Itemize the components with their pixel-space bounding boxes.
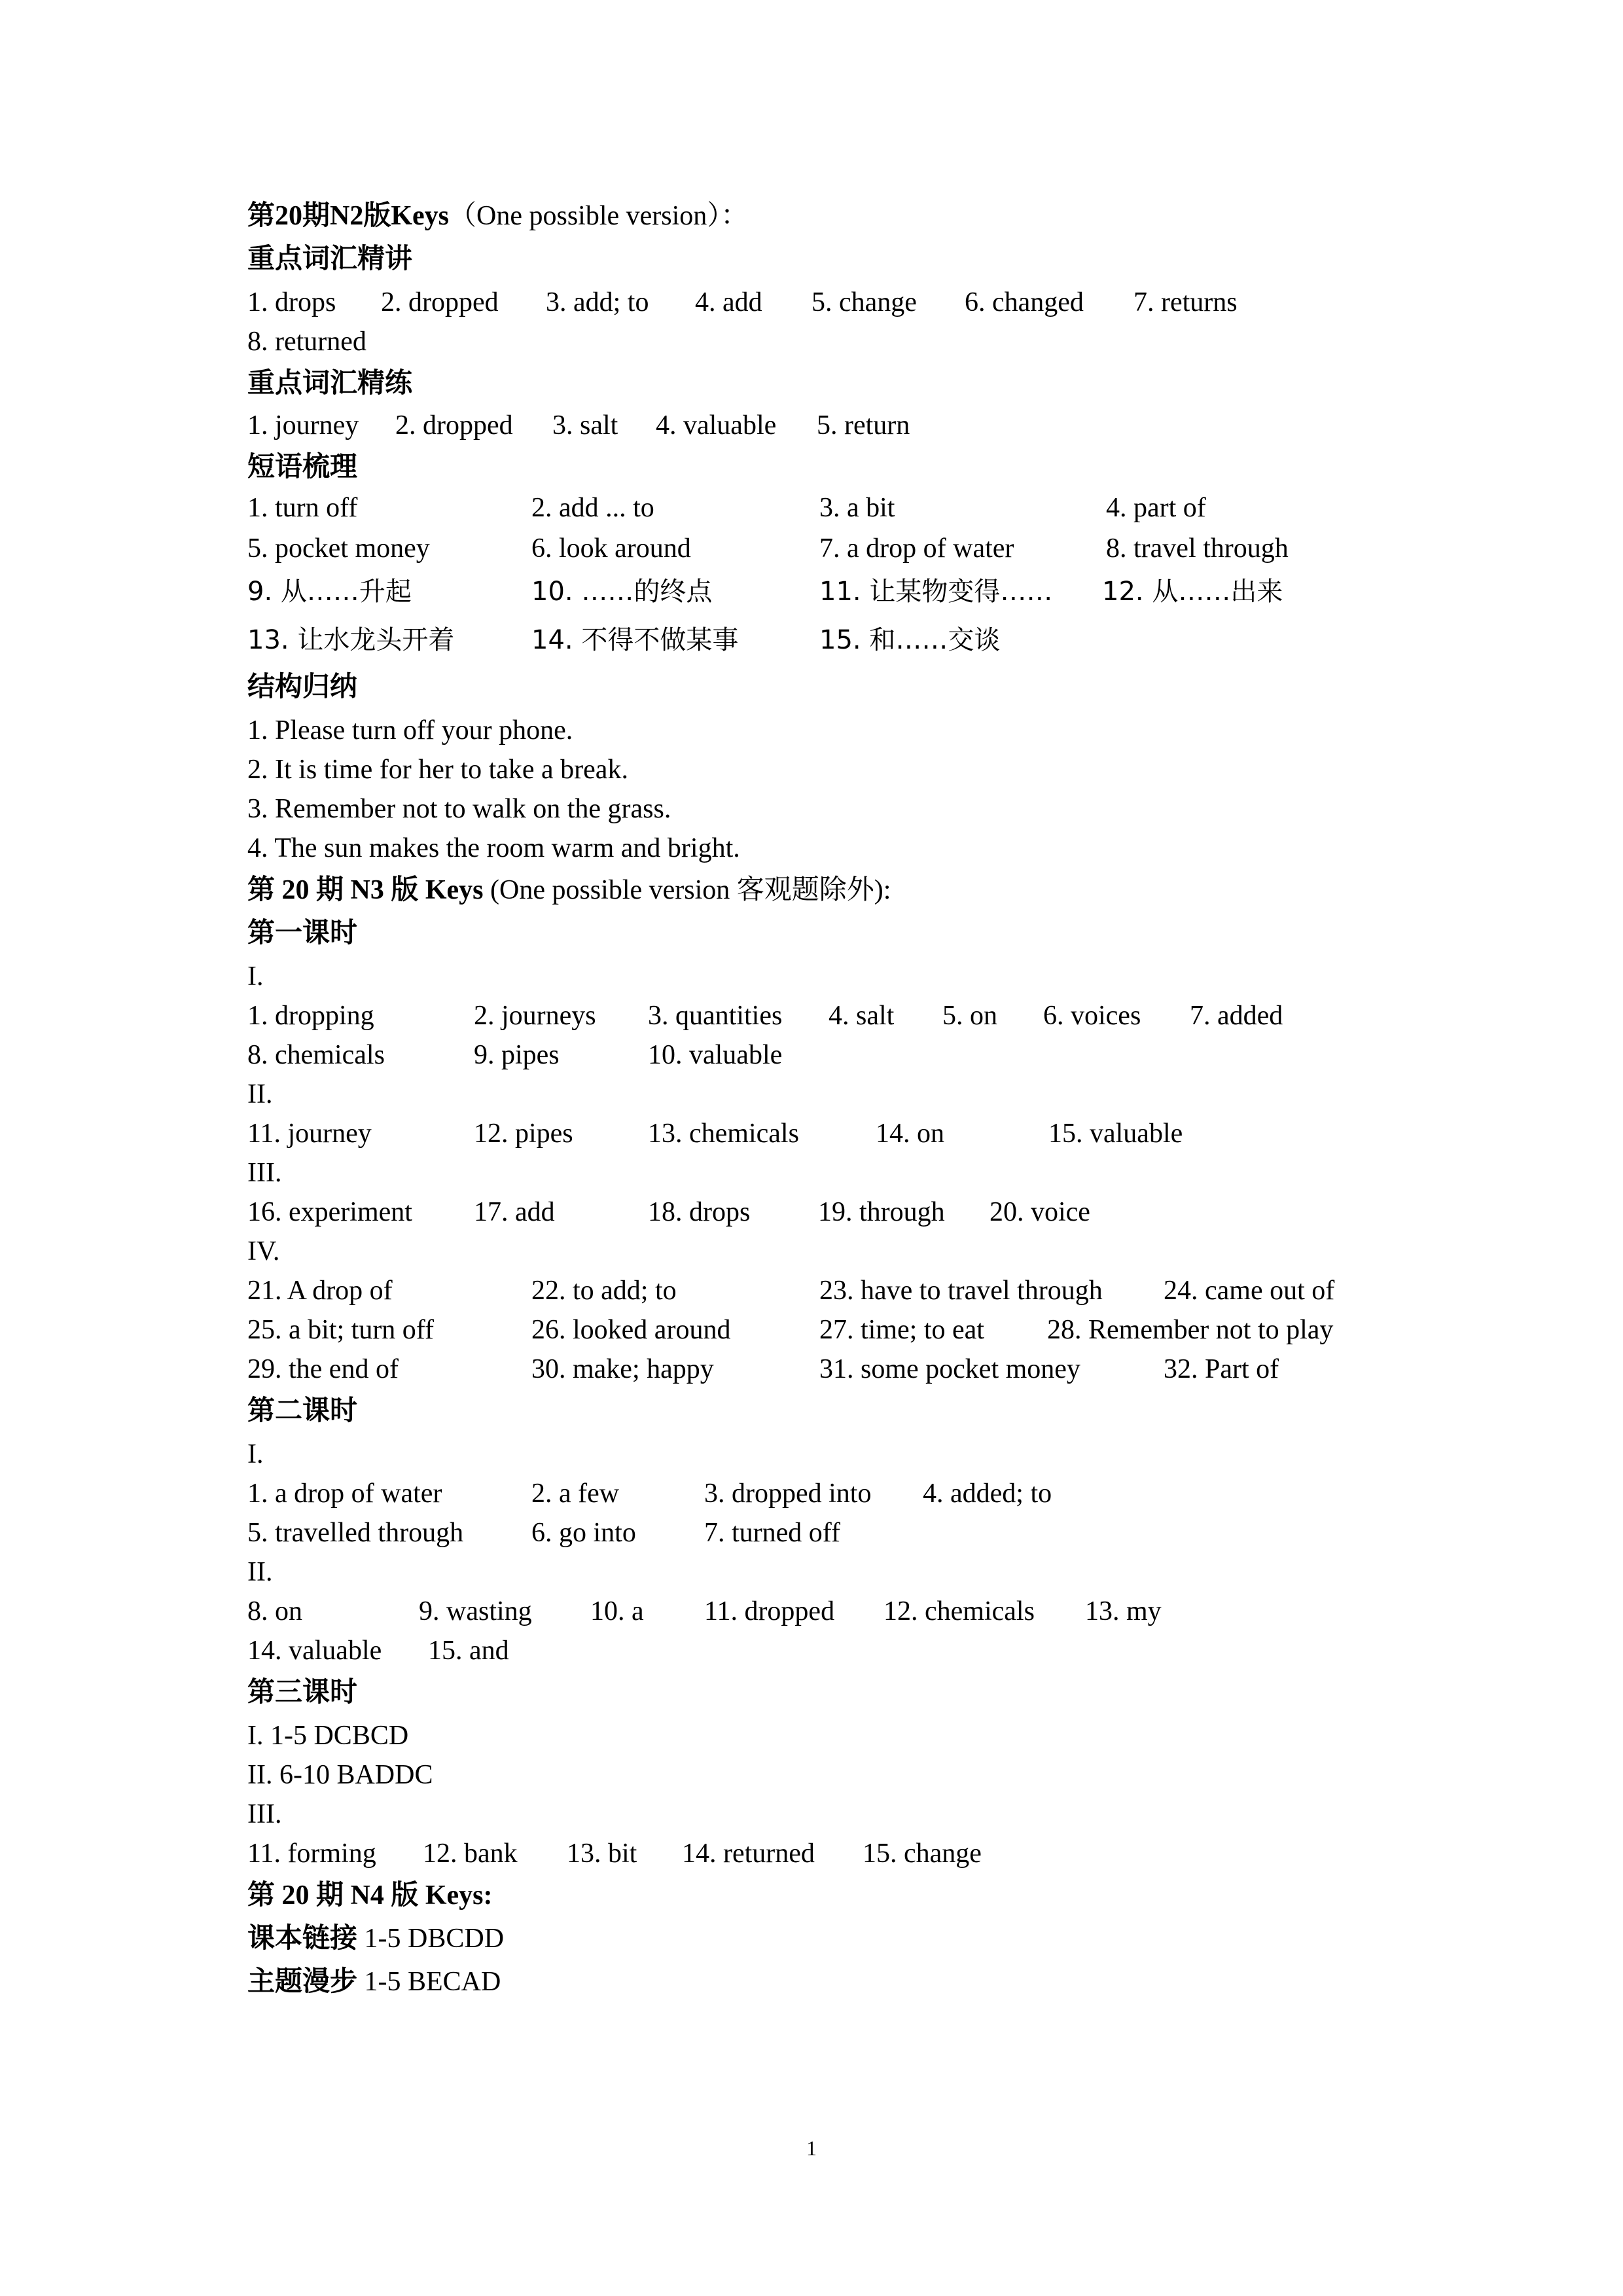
answer-item: 5. on — [942, 1001, 997, 1031]
answer-item: 7. a drop of water — [819, 533, 1014, 564]
answer-item: 15. 和……交谈 — [819, 625, 1001, 655]
n2-sec1-row1 — [247, 283, 1427, 322]
answer-item: 12. pipes — [474, 1119, 573, 1149]
n2-sec1-heading: 重点词汇精讲 — [247, 244, 413, 274]
n2-sec3-row1 — [247, 488, 1427, 528]
n2-sec1-row2 — [247, 322, 1427, 361]
n3-title: 第 20 期 N3 版 Keys (One possible version 客观题除外): — [247, 875, 891, 905]
answer-item: 29. the end of — [247, 1354, 399, 1384]
answer-item: 2. dropped — [395, 410, 513, 440]
answer-item: 5. travelled through — [247, 1518, 464, 1548]
n3-lesson1-IV-row1 — [247, 1271, 1427, 1310]
n3-lesson1-II-row1 — [247, 1114, 1427, 1153]
answer-item: 14. 不得不做某事 — [531, 625, 739, 655]
answer-item: 11. 让某物变得…… — [819, 577, 1053, 607]
answer-item: 1. dropping — [247, 1001, 374, 1031]
n3-lesson1-part-I: I. — [247, 961, 264, 992]
answer-item: 9. pipes — [474, 1040, 560, 1070]
answer-item: 1. journey — [247, 410, 359, 440]
answer-item: 26. looked around — [531, 1315, 731, 1345]
answer-item: 19. through — [818, 1197, 945, 1227]
answer-item: 3. a bit — [819, 493, 895, 523]
answer-item: 6. look around — [531, 533, 691, 564]
answer-item: 1. drops — [247, 287, 336, 317]
answer-item: 4. salt — [829, 1001, 895, 1031]
answer-item: 6. go into — [531, 1518, 636, 1548]
answer-item: 16. experiment — [247, 1197, 412, 1227]
n3-lesson1-part-IV: IV. — [247, 1236, 280, 1266]
n4-row1-value: 1-5 DBCDD — [357, 1924, 505, 1954]
answer-item: 8. on — [247, 1596, 302, 1626]
answer-item: 13. bit — [567, 1839, 637, 1869]
answer-item: 1. a drop of water — [247, 1479, 442, 1509]
n4-row2-label: 主题漫步 — [247, 1967, 358, 1997]
answer-item: 2. add ... to — [531, 493, 654, 523]
answer-item: 6. changed — [965, 287, 1084, 317]
n3-lesson2-I-row1 — [247, 1474, 1427, 1513]
answer-item: 17. add — [474, 1197, 555, 1227]
n2-sec4-line: 3. Remember not to walk on the grass. — [247, 794, 671, 824]
answer-item: 18. drops — [648, 1197, 751, 1227]
n3-lesson2-part-II: II. — [247, 1557, 273, 1587]
n2-sec4-line: 2. It is time for her to take a break. — [247, 755, 628, 785]
n3-lesson2-part-I: I. — [247, 1439, 264, 1469]
answer-item: 7. added — [1190, 1001, 1283, 1031]
answer-item: 28. Remember not to play — [1047, 1315, 1334, 1345]
answer-item: 2. a few — [531, 1479, 620, 1509]
answer-item: 12. chemicals — [883, 1596, 1035, 1626]
answer-item: 10. ……的终点 — [531, 577, 713, 607]
n2-sec2-row1 — [247, 406, 1427, 445]
n3-lesson3-heading: 第三课时 — [247, 1677, 358, 1708]
n3-lesson2-II-row1 — [247, 1592, 1427, 1631]
answer-item: 9. 从……升起 — [247, 577, 412, 607]
answer-item: 12. 从……出来 — [1102, 577, 1283, 607]
answer-item: 2. dropped — [381, 287, 499, 317]
n2-sec2-heading: 重点词汇精练 — [247, 368, 413, 399]
n3-lesson1-heading: 第一课时 — [247, 918, 358, 948]
answer-item: 11. forming — [247, 1839, 376, 1869]
answer-item: 23. have to travel through — [819, 1276, 1103, 1306]
answer-item: 3. quantities — [648, 1001, 783, 1031]
answer-item: 22. to add; to — [531, 1276, 677, 1306]
n4-title: 第 20 期 N4 版 Keys: — [247, 1880, 493, 1910]
n3-lesson1-I-row1 — [247, 996, 1427, 1035]
answer-item: 5. change — [812, 287, 917, 317]
n4-row2-value: 1-5 BECAD — [357, 1967, 501, 1997]
answer-item: 24. came out of — [1164, 1276, 1335, 1306]
answer-item: 1. turn off — [247, 493, 358, 523]
n3-lesson1-part-III: III. — [247, 1158, 282, 1188]
answer-item: 14. returned — [682, 1839, 815, 1869]
n2-sec4-line: 4. The sun makes the room warm and bright. — [247, 833, 740, 863]
n3-lesson2-heading: 第二课时 — [247, 1396, 358, 1426]
answer-item: 30. make; happy — [531, 1354, 714, 1384]
answer-item: 8. returned — [247, 327, 366, 357]
page-number: 1 — [806, 2136, 817, 2160]
n2-sec4-line: 1. Please turn off your phone. — [247, 715, 573, 745]
answer-item: 11. dropped — [704, 1596, 835, 1626]
answer-item: 20. voice — [990, 1197, 1090, 1227]
answer-item: 3. salt — [552, 410, 618, 440]
n3-lesson2-II-row2 — [247, 1631, 1427, 1670]
answer-item: 4. add — [695, 287, 762, 317]
answer-item: 31. some pocket money — [819, 1354, 1080, 1384]
answer-item: 4. part of — [1106, 493, 1206, 523]
answer-item: 7. turned off — [704, 1518, 841, 1548]
answer-item: 5. return — [817, 410, 910, 440]
n4-row2 — [247, 1962, 1427, 2001]
n4-row1-label: 课本链接 — [247, 1924, 358, 1954]
answer-item: 27. time; to eat — [819, 1315, 984, 1345]
n3-lesson3-part-II: II. 6-10 BADDC — [247, 1760, 433, 1790]
answer-item: 4. added; to — [923, 1479, 1052, 1509]
answer-item: 13. 让水龙头开着 — [247, 625, 455, 655]
answer-item: 14. on — [876, 1119, 944, 1149]
n3-lesson3-III-row1 — [247, 1834, 1427, 1873]
n2-sec3-row2 — [247, 529, 1427, 568]
answer-item: 12. bank — [423, 1839, 518, 1869]
n3-lesson1-I-row2 — [247, 1035, 1427, 1075]
answer-item: 32. Part of — [1164, 1354, 1279, 1384]
n3-lesson1-III-row1 — [247, 1193, 1427, 1232]
n3-lesson1-IV-row3 — [247, 1350, 1427, 1389]
answer-item: 13. my — [1085, 1596, 1162, 1626]
n2-sec4-heading: 结构归纳 — [247, 672, 358, 702]
answer-item: 4. valuable — [656, 410, 777, 440]
n2-sec3-row3 — [247, 572, 1427, 611]
n3-lesson3-part-III: III. — [247, 1799, 282, 1829]
answer-item: 10. a — [590, 1596, 644, 1626]
answer-item: 13. chemicals — [648, 1119, 799, 1149]
answer-item: 2. journeys — [474, 1001, 596, 1031]
n2-sec3-row4 — [247, 620, 1427, 660]
answer-item: 8. chemicals — [247, 1040, 385, 1070]
answer-item: 14. valuable — [247, 1636, 382, 1666]
answer-item: 15. and — [428, 1636, 509, 1666]
n2-title: 第20期N2版Keys（One possible version）： — [247, 201, 749, 231]
n3-lesson3-part-I: I. 1-5 DCBCD — [247, 1721, 409, 1751]
answer-item: 25. a bit; turn off — [247, 1315, 435, 1345]
answer-item: 21. A drop of — [247, 1276, 393, 1306]
answer-item: 15. valuable — [1048, 1119, 1183, 1149]
n2-sec3-heading: 短语梳理 — [247, 452, 358, 482]
answer-item: 5. pocket money — [247, 533, 430, 564]
answer-item: 11. journey — [247, 1119, 372, 1149]
n3-lesson2-I-row2 — [247, 1513, 1427, 1552]
answer-item: 7. returns — [1133, 287, 1238, 317]
answer-item: 3. add; to — [546, 287, 649, 317]
answer-item: 9. wasting — [419, 1596, 532, 1626]
answer-item: 6. voices — [1043, 1001, 1141, 1031]
answer-item: 3. dropped into — [704, 1479, 872, 1509]
n3-lesson1-IV-row2 — [247, 1310, 1427, 1350]
n3-lesson1-part-II: II. — [247, 1079, 273, 1109]
answer-item: 8. travel through — [1106, 533, 1289, 564]
answer-item: 15. change — [863, 1839, 982, 1869]
n4-row1 — [247, 1919, 1427, 1958]
answer-item: 10. valuable — [648, 1040, 783, 1070]
